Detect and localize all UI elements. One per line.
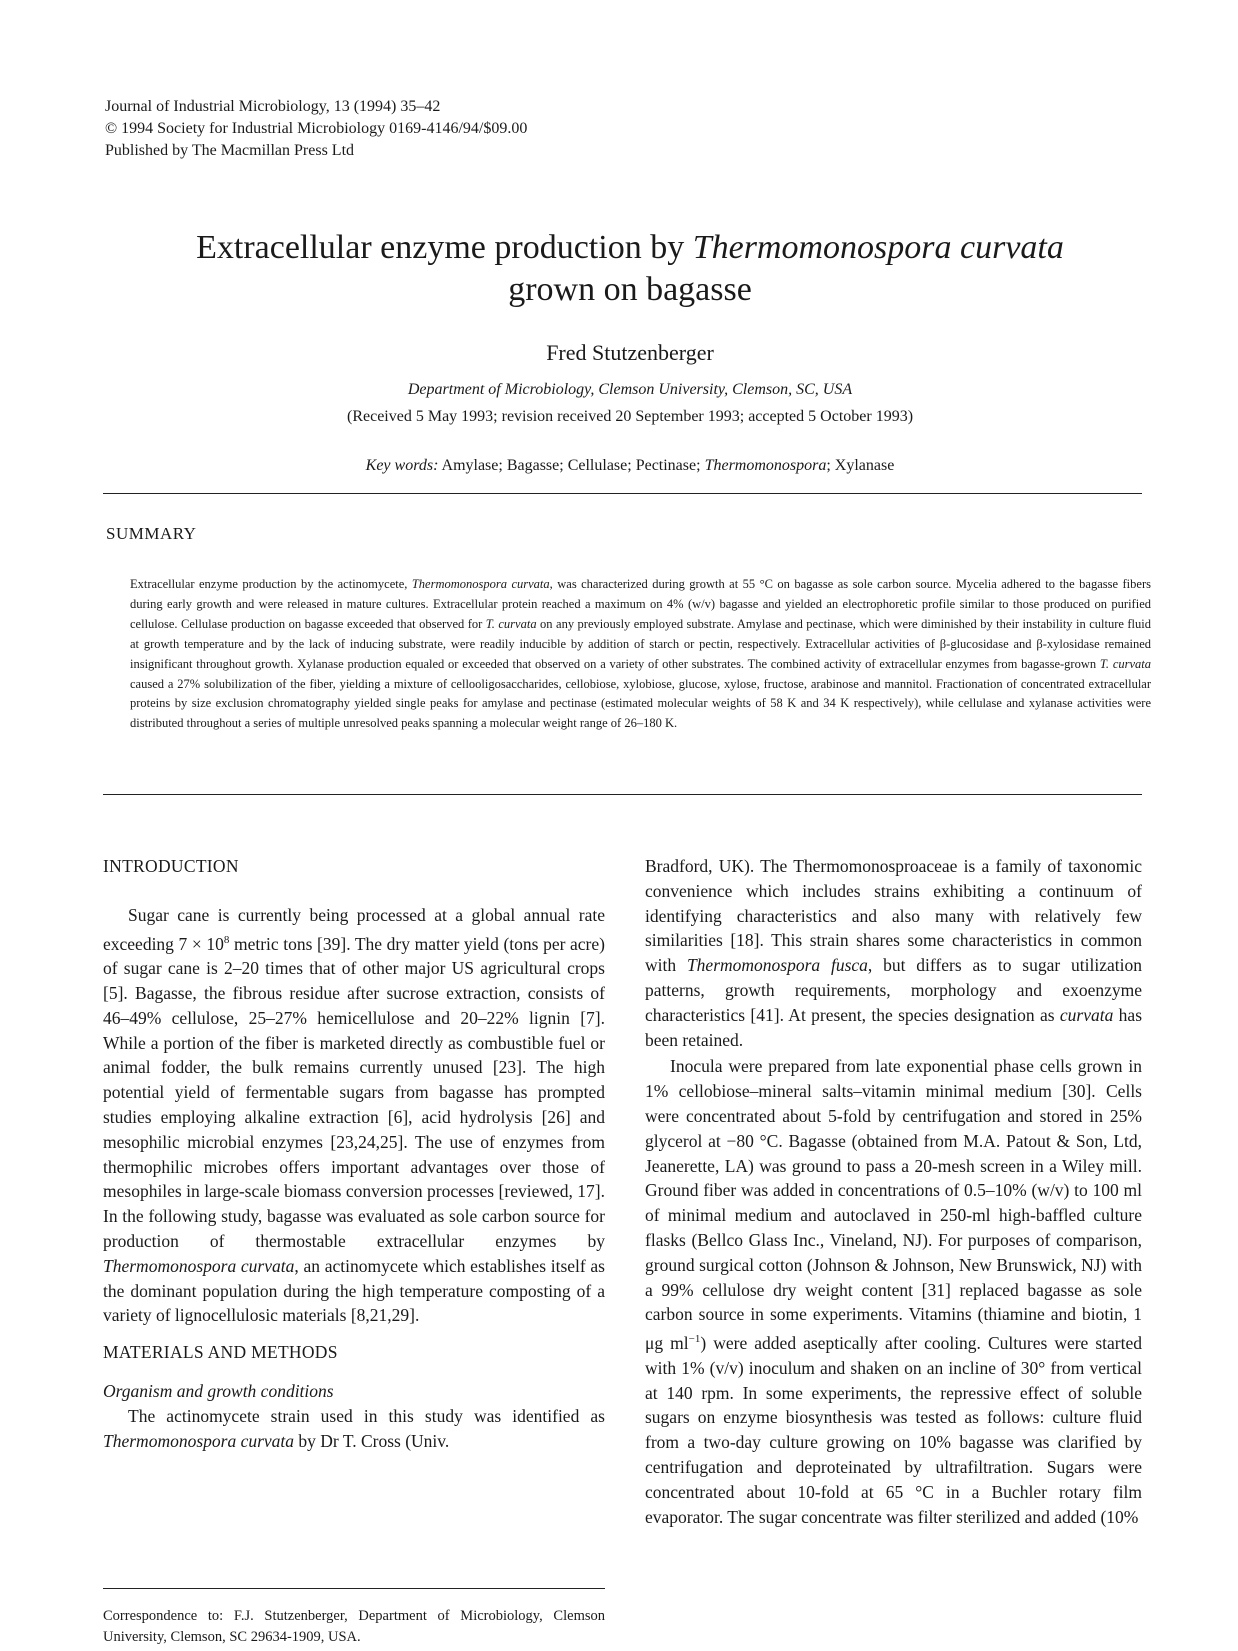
right-italic: Thermomonospora fusca [686, 955, 868, 976]
intro-segment: Sugar cane is currently being processed at a global annual rate exceeding 7 × 10 [103, 904, 605, 954]
right-superscript: −1 [688, 1333, 701, 1346]
correspondence-footnote: Correspondence to: F.J. Stutzenberger, Department of Microbiology, Clemson University, Clemson, SC 29634-1909, USA. [103, 1608, 605, 1645]
footnote-divider [103, 1588, 605, 1589]
methods-segment: The actinomycete strain used in this study was identified as [128, 1405, 605, 1426]
journal-header [105, 96, 527, 162]
article-title [60, 227, 1200, 311]
methods-segment: by Dr T. Cross (Univ. [294, 1430, 450, 1451]
keywords-label: Key words: [365, 457, 439, 474]
right-paragraph-2 [645, 1054, 1142, 1529]
right-italic: curvata [1059, 1004, 1114, 1025]
journal-publisher: Published by The Macmillan Press Ltd [105, 142, 355, 159]
right-segment: Inocula were prepared from late exponential phase cells grown in 1% cellobiose–mineral salts–vitamin minimal medium [30]. Cells were concentrated about 5-fold by centrifugation and stored in 25% glycerol at −80 °C. Bagasse (obtained from M.A. Patout & Son, Ltd, Jeanerette, LA) was ground to pass a 20-mesh screen in a Wiley mill. Ground fiber was added in concentrations of 0.5–10% (w/v) to 100 ml of minimal medium and autoclaved in 250-ml high-baffled culture flasks (Bellco Glass Inc., Vineland, NJ). For purposes of comparison, ground surgical cotton (Johnson & Johnson, New Brunswick, NJ) with a 99% cellulose dry weight content [31] replaced bagasse as sole carbon source in some experiments. Vitamins (thiamine and biotin, 1 μg ml [645, 1056, 1142, 1353]
summary-heading: SUMMARY [106, 524, 197, 543]
keywords-end: ; Xylanase [826, 457, 895, 474]
methods-paragraph [103, 1404, 605, 1454]
right-segment: ) were added aseptically after cooling. Cultures were started with 1% (v/v) inoculum and shaken on an incline of 30° from vertical at 140 rpm. In some experiments, the repressive effect of soluble sugars on enzyme biosynthesis was tested as follows: culture fluid from a two-day culture growing on 10% bagasse was clarified by centrifugation and deproteinated by ultrafiltration. Sugars were concentrated about 10-fold at 65 °C in a Buchler rotary film evaporator. The sugar concentrate was filter sterilized and added (10% [645, 1332, 1143, 1527]
introduction-heading: INTRODUCTION [103, 856, 239, 876]
right-paragraph-1 [645, 854, 1142, 1052]
summary-divider [103, 794, 1142, 795]
keywords-list: Amylase; Bagasse; Cellulase; Pectinase; [438, 457, 705, 474]
left-column [103, 854, 605, 1453]
journal-citation: Journal of Industrial Microbiology, 13 (1994) 35–42 [105, 98, 441, 115]
right-segment: has been retained. [645, 1004, 1143, 1050]
summary-italic: T. curvata [1099, 656, 1151, 671]
summary-segment: on any previously employed substrate. Amylase and pectinase, which were diminished by their instability in culture fluid at growth temperature and by the lack of inducing substrate, were readily inducible by addition of starch or pectin, respectively. Extracellular activities of β-glucosidase and β-xylosidase remained insignificant throughout growth. Xylanase production equaled or exceeded that observed on a variety of other substrates. The combined activity of extracellular enzymes from bagasse-grown [130, 616, 1151, 671]
summary-italic: T. curvata [485, 616, 537, 631]
intro-superscript: 8 [223, 933, 230, 946]
summary-italic: Thermomonospora curvata [411, 577, 550, 591]
summary-segment: , was characterized during growth at 55 °C on bagasse as sole carbon source. Mycelia adhered to the bagasse fibers during early growth and were released in mature cultures. Extracellular protein reached a maximum on 4% (w/v) bagasse and yielded an electrophoretic profile similar to those produced on purified cellulose. Cellulase production on bagasse exceeded that observed for [130, 577, 1151, 631]
intro-segment: metric tons [39]. The dry matter yield (tons per acre) of sugar cane is 2–20 times that of other major US agricultural crops [5]. Bagasse, the fibrous residue after sucrose extraction, consists of 46–49% cellulose, 25–27% hemicellulose and 20–22% lignin [7]. While a portion of the fiber is marketed directly as combustible fuel or animal fodder, the bulk remains currently unused [23]. The high potential yield of fermentable sugars from bagasse has prompted studies employing alkaline extraction [6], acid hydrolysis [26] and mesophilic microbial enzymes [23,24,25]. The use of enzymes from thermophilic microbes offers important advantages over those of mesophiles in large-scale biomass conversion processes [reviewed, 17]. In the following study, bagasse was evaluated as sole carbon source for production of thermostable extracellular enzymes by [103, 933, 605, 1251]
methods-subheading: Organism and growth conditions [103, 1380, 334, 1401]
intro-italic: Thermomonospora curvata [103, 1255, 295, 1276]
right-segment: Bradford, UK). The Thermomonosproaceae is a family of taxonomic convenience which includes strains exhibiting a continuum of identifying characteristics and also many with relatively few similarities [18]. This strain shares some characteristics in common with [645, 856, 1142, 976]
title-organism: Thermomonospora curvata [692, 229, 1064, 266]
introduction-paragraph [103, 903, 605, 1328]
summary-segment: Extracellular enzyme production by the actinomycete, [130, 577, 412, 591]
right-segment: , but differs as to sugar utilization patterns, growth requirements, morphology and exoenzyme characteristics [41]. At present, the species designation as [645, 955, 1142, 1025]
received-dates: (Received 5 May 1993; revision received 20 September 1993; accepted 5 October 1993) [346, 408, 914, 425]
keywords [60, 457, 1200, 475]
summary-segment: caused a 27% solubilization of the fiber, yielding a mixture of cellooligosaccharides, cellobiose, xylobiose, glucose, xylose, fructose, arabinose and mannitol. Fractionation of concentrated extracellular proteins by size exclusion chromatography yielded single peaks for amylase and pectinase (estimated molecular weights of 58 K and 34 K respectively), while cellulase and xylanase activities were distributed throughout a series of multiple unresolved peaks spanning a molecular weight range of 26–180 K. [130, 676, 1151, 731]
title-part1: Extracellular enzyme production by [196, 229, 693, 266]
summary-text [130, 575, 1151, 734]
methods-italic: Thermomonospora curvata [103, 1430, 295, 1451]
header-divider [103, 493, 1142, 494]
author-name: Fred Stutzenberger [546, 340, 714, 365]
keywords-italic: Thermomonospora [704, 457, 827, 474]
methods-heading: MATERIALS AND METHODS [103, 1342, 338, 1363]
author-affiliation: Department of Microbiology, Clemson University, Clemson, SC, USA [407, 381, 853, 398]
intro-segment: , an actinomycete which establishes itself as the dominant population during the high temperature composting of a variety of lignocellulosic materials [8,21,29]. [103, 1255, 605, 1326]
right-column [645, 854, 1142, 1529]
journal-copyright: © 1994 Society for Industrial Microbiology 0169-4146/94/$09.00 [105, 120, 528, 137]
title-part2: grown on bagasse [508, 271, 752, 308]
